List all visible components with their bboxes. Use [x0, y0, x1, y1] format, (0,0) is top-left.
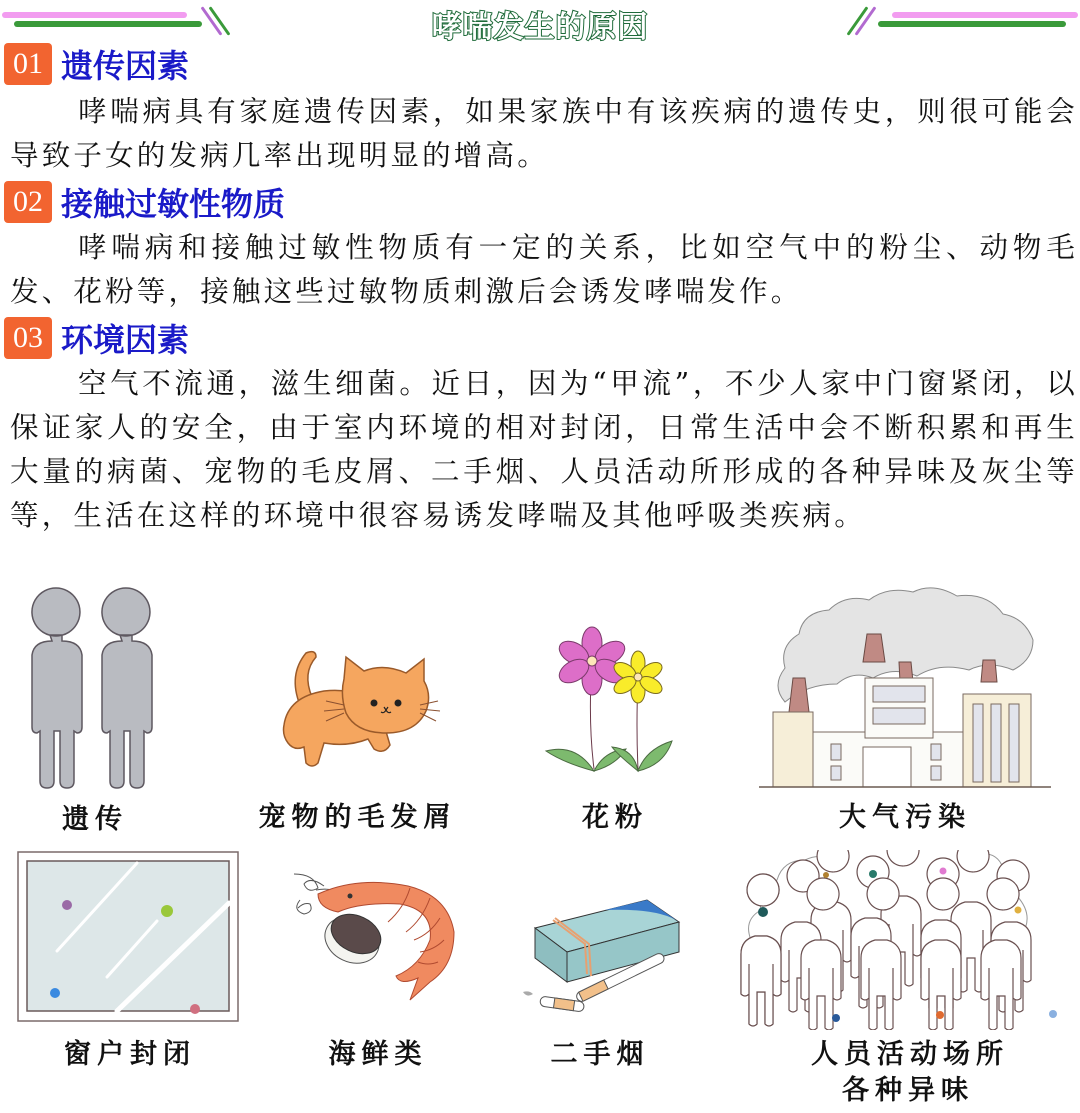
illustration-crowd-odors [733, 850, 1068, 1030]
genetics-people-icon [20, 585, 165, 790]
cat-icon [270, 645, 445, 780]
page-title: 哮喘发生的原因 [431, 10, 649, 45]
illustration-closed-window [17, 851, 239, 1023]
caption-genetics: 遗传 [62, 804, 128, 835]
section-01-heading [4, 43, 189, 85]
section-03-heading [4, 317, 189, 359]
crowd-icon [733, 850, 1068, 1030]
caption-pollen: 花粉 [582, 802, 648, 833]
shrimp-clam-icon [290, 870, 465, 1010]
caption-crowd-odors-line2: 各种异味 [842, 1075, 974, 1106]
caption-closed-window: 窗户封闭 [64, 1039, 196, 1070]
caption-air-pollution: 大气污染 [839, 802, 971, 833]
cigarettes-icon [515, 898, 690, 1013]
factory-pollution-icon [755, 582, 1055, 792]
caption-secondhand-smoke: 二手烟 [550, 1039, 650, 1070]
closed-window-icon [17, 851, 239, 1023]
caption-crowd-odors-line1: 人员活动场所 [811, 1039, 1009, 1070]
section-03-body: 空气不流通，滋生细菌。近日，因为“甲流”，不少人家中门窗紧闭，以保证家人的安全，由于室内环境的相对封闭，日常生活中会不断积累和再生大量的病菌、宠物的毛皮屑、二手烟、人员活动所形成的各种异味及灰尘等等，生活在这样的环境中很容易诱发哮喘及其他呼吸类疾病。 [10, 367, 1078, 532]
section-02-body: 哮喘病和接触过敏性物质有一定的关系，比如空气中的粉尘、动物毛发、花粉等，接触这些过敏物质刺激后会诱发哮喘发作。 [10, 231, 1078, 308]
section-title: 接触过敏性物质 [61, 185, 286, 223]
section-number-badge: 02 [4, 181, 52, 223]
section-title: 遗传因素 [61, 47, 190, 85]
illustration-genetics [20, 585, 165, 790]
illustration-secondhand-smoke [515, 898, 690, 1013]
section-number-badge: 01 [4, 43, 52, 85]
illustration-pollen [540, 625, 680, 775]
decor-line-green-right [878, 21, 1066, 27]
section-title: 环境因素 [61, 321, 190, 359]
illustration-air-pollution [755, 582, 1055, 792]
header-banner [0, 0, 1080, 45]
illustration-pet-dander [270, 645, 445, 780]
flowers-icon [540, 625, 680, 775]
section-01-body: 哮喘病具有家庭遗传因素，如果家族中有该疾病的遗传史，则很可能会导致子女的发病几率出现明显的增高。 [10, 95, 1078, 172]
illustration-seafood [290, 870, 465, 1010]
section-02-heading [4, 181, 285, 223]
caption-seafood: 海鲜类 [328, 1039, 428, 1070]
decor-line-pink-right [892, 12, 1078, 18]
section-number-badge: 03 [4, 317, 52, 359]
caption-pet-dander: 宠物的毛发屑 [258, 802, 457, 833]
